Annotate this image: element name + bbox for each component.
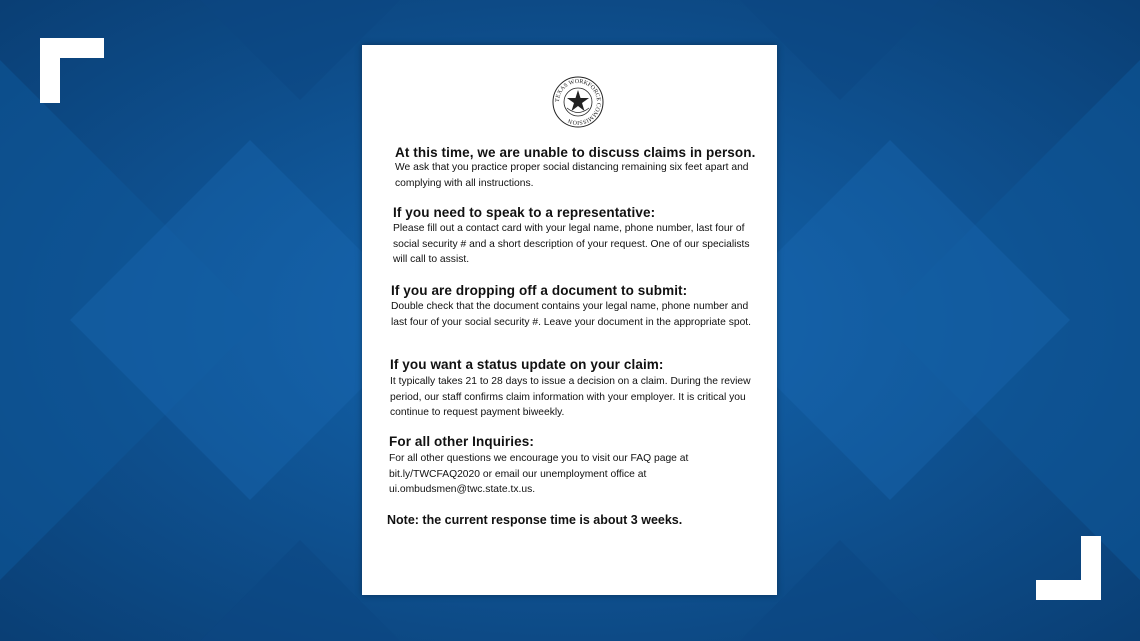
section-heading-other-inquiries: For all other Inquiries: (389, 434, 534, 449)
section-body-document: Double check that the document contains your legal name, phone number and last four of your social security #. Leave your document in the appropriate spot. (391, 301, 752, 328)
notice-paper (362, 45, 777, 595)
section-body-representative: Please fill out a contact card with your legal name, phone number, last four of social security # and a short description of your request. One of our specialists will call to assist. (393, 223, 750, 265)
texas-workforce-commission-seal-icon (551, 75, 605, 129)
section-body-in-person: We ask that you practice proper social distancing remaining six feet apart and complying with all instructions. (395, 162, 749, 189)
section-body-status-update: It typically takes 21 to 28 days to issue a decision on a claim. During the review period, our staff confirms claim information with your employer. It is critical you continue to request payment biweekly. (390, 376, 751, 418)
section-heading-status-update: If you want a status update on your claim: (390, 357, 664, 372)
corner-bracket-top-left-vertical (40, 38, 60, 103)
response-time-note: Note: the current response time is about 3 weeks. (387, 513, 683, 527)
corner-bracket-bottom-right-vertical (1081, 536, 1101, 600)
svg-text:TEXAS WORKFORCE COMMISSION: TEXAS WORKFORCE COMMISSION (554, 78, 602, 126)
section-heading-in-person: At this time, we are unable to discuss claims in person. (395, 145, 756, 160)
section-heading-representative: If you need to speak to a representative: (393, 205, 656, 220)
section-body-other-inquiries: For all other questions we encourage you to visit our FAQ page at bit.ly/TWCFAQ2020 or email our unemployment office at ui.ombudsmen@twc.state.tx.us. (389, 453, 689, 495)
section-heading-document: If you are dropping off a document to submit: (391, 283, 688, 298)
